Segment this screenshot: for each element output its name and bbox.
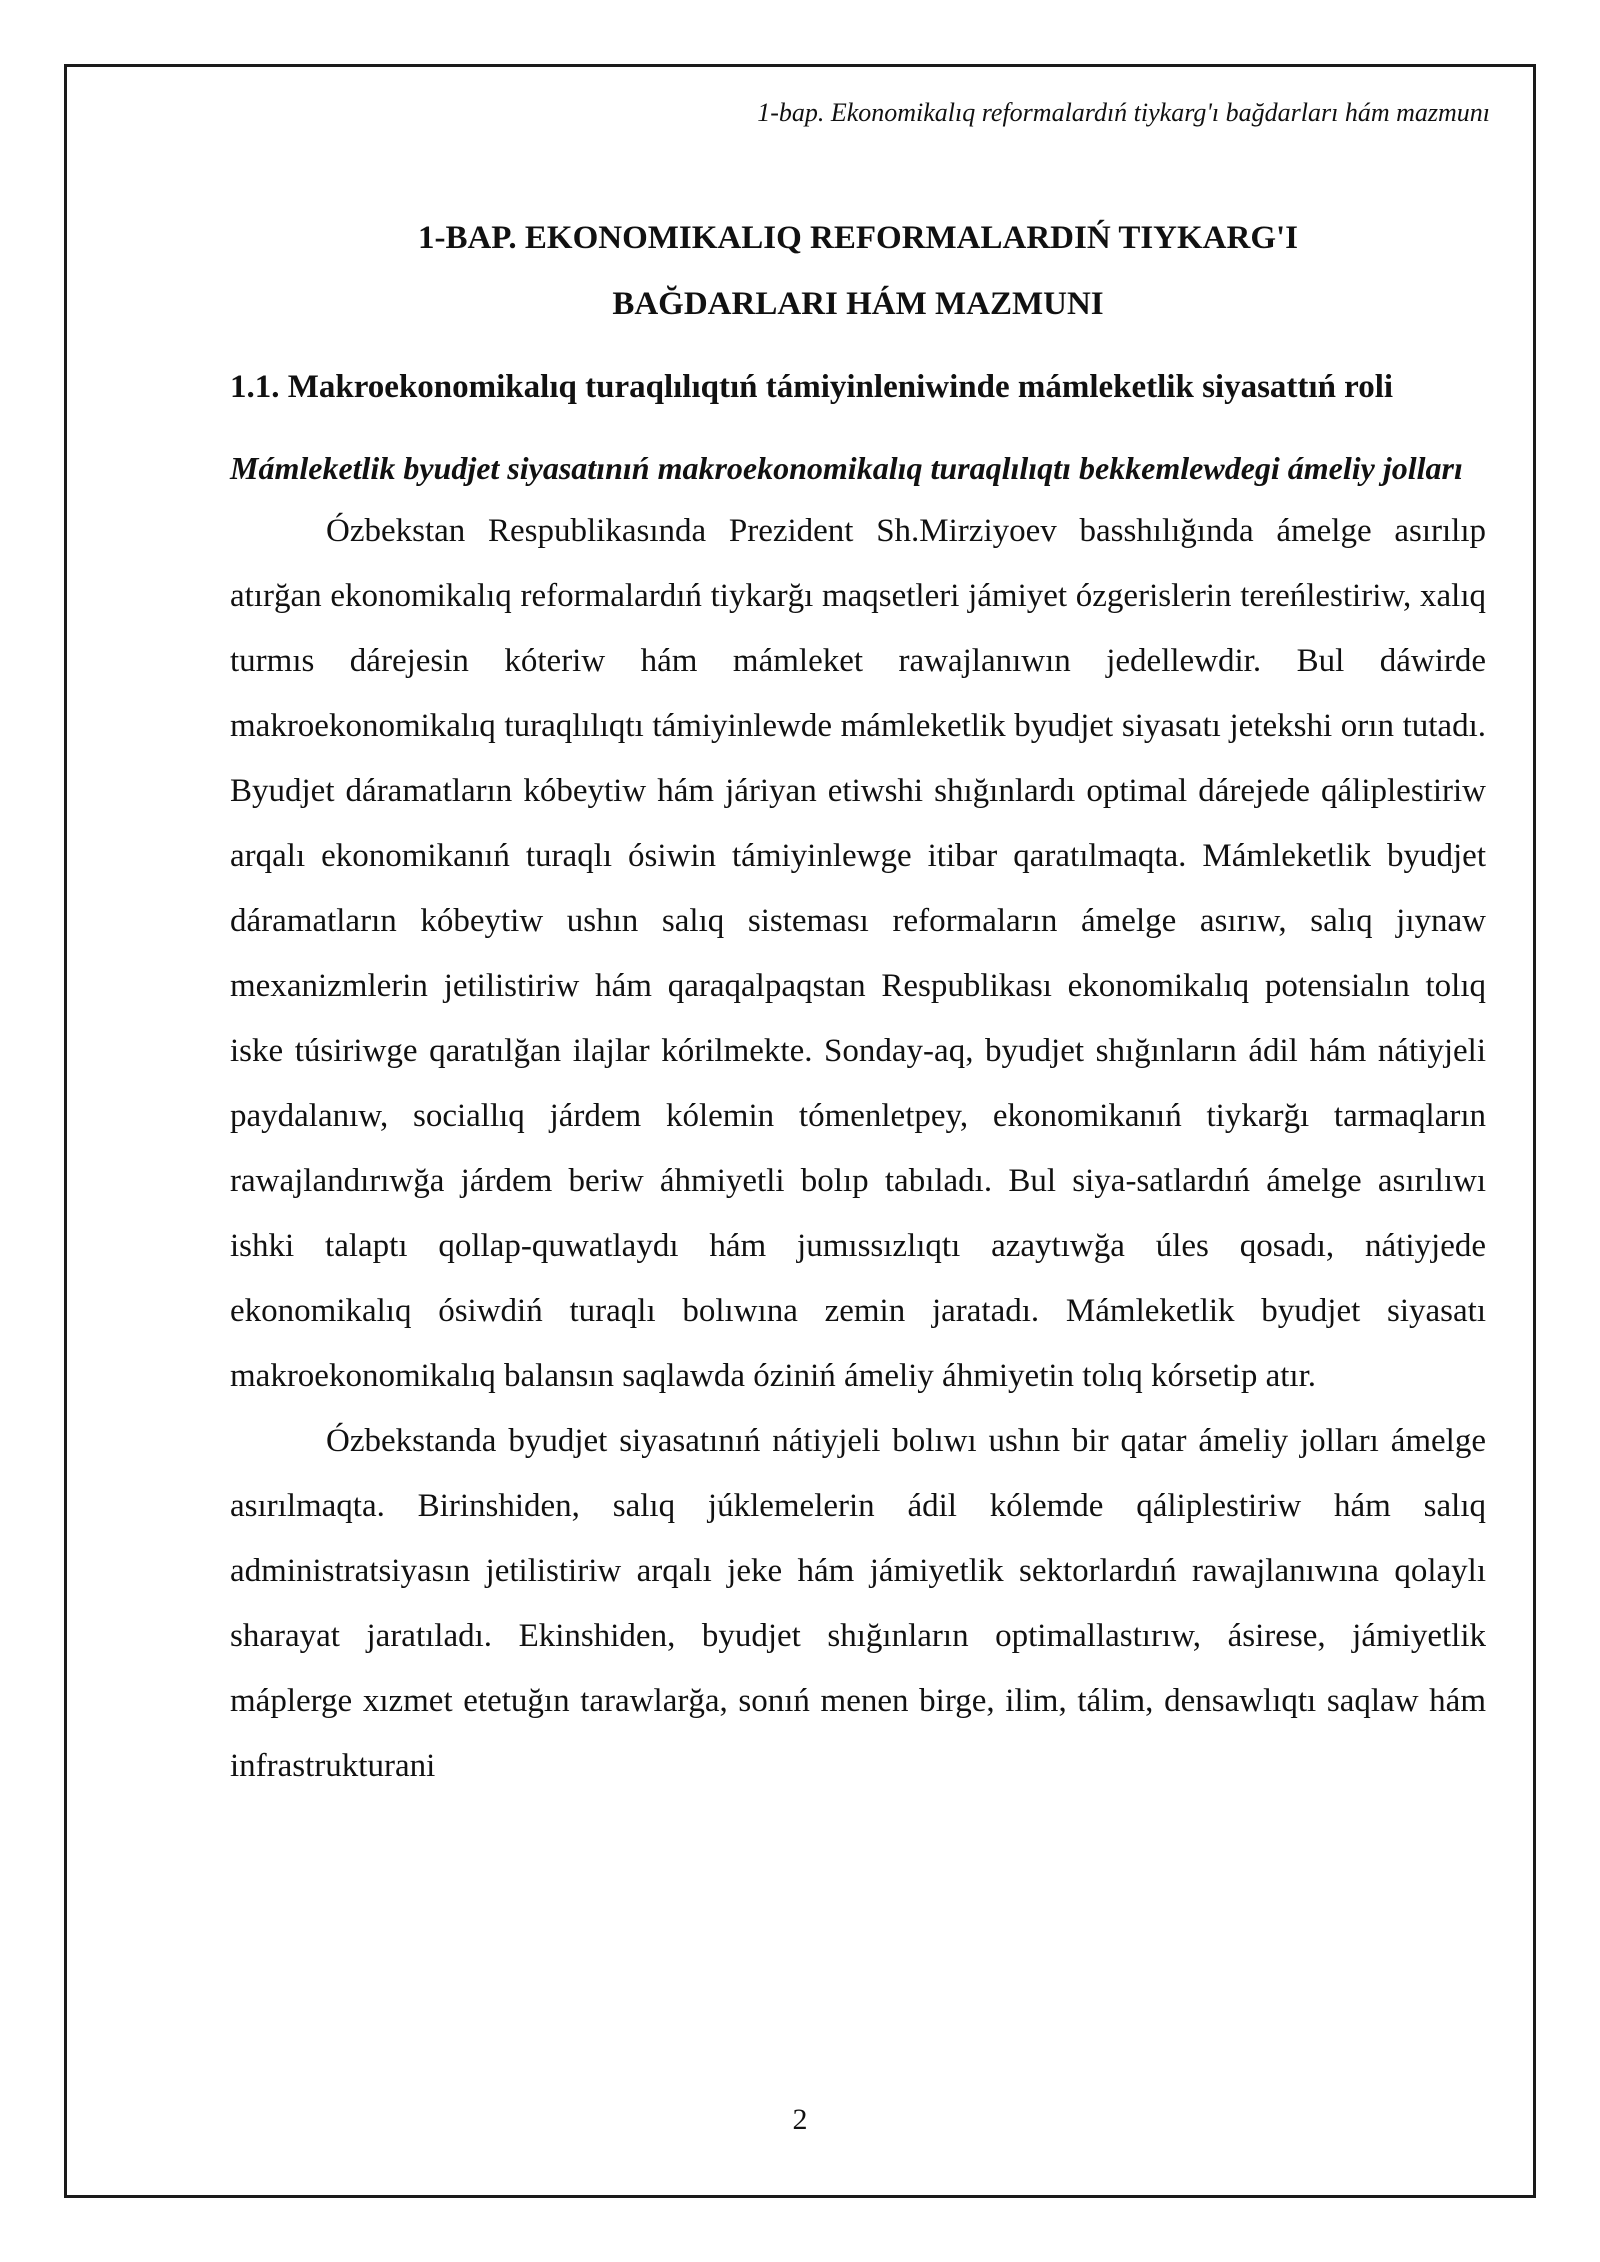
running-header: 1-bap. Ekonomikalıq reformalardıń tiykarg'ı bağdarları hám mazmunı — [757, 98, 1490, 127]
page-number: 2 — [792, 2103, 808, 2136]
subsection-title: Mámleketlik byudjet siyasatınıń makroekonomikalıq turaqlılıqtı bekkemlewdegi ámeliy jolları — [230, 450, 1463, 486]
chapter-title-line2: BAĞDARLARI HÁM MAZMUNI — [612, 286, 1104, 322]
body-paragraph-2: Ózbekstanda byudjet siyasatınıń nátiyjeli bolıwı ushın bir qatar ámeliy jolları ámelge asırılmaqta. Birinshiden, salıq júklemelerin ádil kólemde qáliplestiriw hám salıq administratsiyasın jetilistiriw arqalı jeke hám jámiyetlik sektorlardıń rawajlanıwına qolaylı sharayat jaratıladı. Ekinshiden, byudjet shığınların optimallastırıw, ásirese, jámiyetlik máplerge xızmet etetuğın tarawlarğa, sonıń menen birge, ilim, tálim, densawlıqtı saqlaw hám infrastrukturani — [230, 1423, 1486, 1784]
chapter-title — [230, 205, 1486, 337]
section-title: 1.1. Makroekonomikalıq turaqlılıqtıń támiyinleniwinde mámleketlik siyasattıń roli — [230, 369, 1394, 405]
document-body — [230, 205, 1486, 1799]
chapter-title-line1: 1-BAP. EKONOMIKALIQ REFORMALARDIŃ TIYKARG'I — [417, 220, 1299, 256]
body-paragraph-1: Ózbekstan Respublikasında Prezident Sh.Mirziyoev basshılığında ámelge asırılıp atırğan ekonomikalıq reformalardıń tiykarğı maqsetleri jámiyet ózgerislerin tereńlestiriw, xalıq turmıs dárejesin kóteriw hám mámleket rawajlanıwın jedellewdir. Bul dáwirde makroekonomikalıq turaqlılıqtı támiyinlewde mámleketlik byudjet siyasatı jetekshi orın tutadı. Byudjet dáramatların kóbeytiw hám járiyan etiwshi shığınlardı optimal dárejede qáliplestiriw arqalı ekonomikanıń turaqlı ósiwin támiyinlewge itibar qaratılmaqta. Mámleketlik byudjet dáramatların kóbeytiw ushın salıq sisteması reformaların ámelge asırıw, salıq jıynaw mexanizmlerin jetilistiriw hám qaraqalpaqstan Respublikası ekonomikalıq potensialın tolıq iske túsiriwge qaratılğan ilajlar kórilmekte. Sonday-aq, byudjet shığınların ádil hám nátiyjeli paydalanıw, sociallıq járdem kólemin tómenletpey, ekonomikanıń tiykarğı tarmaqların rawajlandırıwğa járdem beriw áhmiyetli bolıp tabıladı. Bul siya-satlardıń ámelge asırılıwı ishki talaptı qollap-quwatlaydı hám jumıssızlıqtı azaytıwğa úles qosadı, nátiyjede ekonomikalıq ósiwdiń turaqlı bolıwına zemin jaratadı. Mámleketlik byudjet siyasatı makroekonomikalıq balansın saqlawda óziniń ámeliy áhmiyetin tolıq kórsetip atır. — [230, 513, 1486, 1394]
